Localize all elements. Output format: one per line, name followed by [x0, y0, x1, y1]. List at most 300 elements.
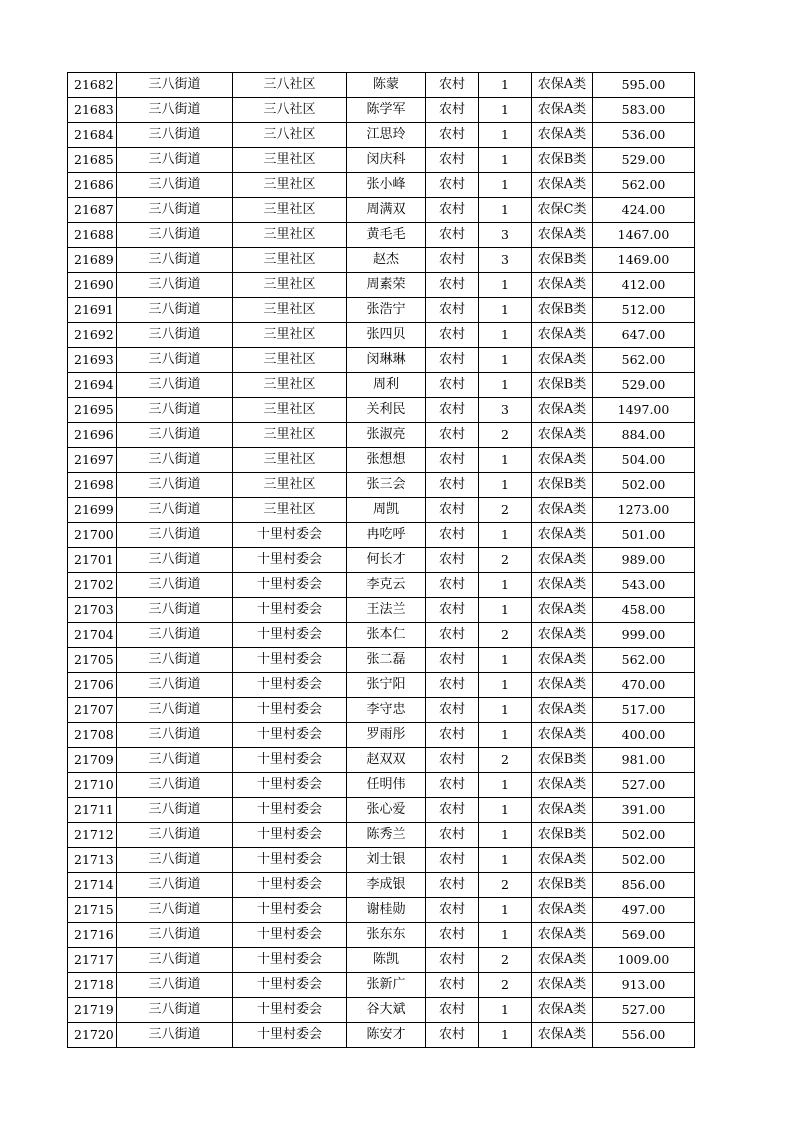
street-cell: 三八街道	[117, 498, 233, 523]
street-cell: 三八街道	[117, 298, 233, 323]
record-id-cell: 21708	[68, 723, 117, 748]
amount-cell: 981.00	[593, 748, 695, 773]
insurance-category-cell: 农保A类	[532, 998, 593, 1023]
person-count-cell: 1	[479, 773, 532, 798]
amount-cell: 501.00	[593, 523, 695, 548]
household-type-cell: 农村	[426, 748, 479, 773]
record-id-cell: 21714	[68, 873, 117, 898]
community-cell: 十里村委会	[233, 998, 347, 1023]
insurance-category-cell: 农保A类	[532, 1023, 593, 1048]
person-name-cell: 陈蒙	[347, 73, 426, 98]
person-count-cell: 1	[479, 673, 532, 698]
data-table	[67, 72, 695, 1048]
household-type-cell: 农村	[426, 998, 479, 1023]
insurance-category-cell: 农保A类	[532, 323, 593, 348]
amount-cell: 1009.00	[593, 948, 695, 973]
person-count-cell: 2	[479, 548, 532, 573]
person-name-cell: 陈安才	[347, 1023, 426, 1048]
insurance-category-cell: 农保B类	[532, 373, 593, 398]
table-row	[68, 973, 695, 998]
community-cell: 三里社区	[233, 423, 347, 448]
amount-cell: 856.00	[593, 873, 695, 898]
street-cell: 三八街道	[117, 123, 233, 148]
person-name-cell: 李克云	[347, 573, 426, 598]
street-cell: 三八街道	[117, 273, 233, 298]
amount-cell: 562.00	[593, 648, 695, 673]
amount-cell: 424.00	[593, 198, 695, 223]
person-name-cell: 江思玲	[347, 123, 426, 148]
table-row	[68, 73, 695, 98]
table-row	[68, 548, 695, 573]
amount-cell: 497.00	[593, 898, 695, 923]
person-name-cell: 陈凯	[347, 948, 426, 973]
person-count-cell: 2	[479, 873, 532, 898]
record-id-cell: 21707	[68, 698, 117, 723]
table-row	[68, 898, 695, 923]
insurance-category-cell: 农保B类	[532, 748, 593, 773]
community-cell: 三里社区	[233, 398, 347, 423]
record-id-cell: 21717	[68, 948, 117, 973]
street-cell: 三八街道	[117, 323, 233, 348]
street-cell: 三八街道	[117, 848, 233, 873]
person-count-cell: 1	[479, 298, 532, 323]
record-id-cell: 21699	[68, 498, 117, 523]
person-count-cell: 1	[479, 648, 532, 673]
amount-cell: 529.00	[593, 148, 695, 173]
amount-cell: 400.00	[593, 723, 695, 748]
household-type-cell: 农村	[426, 973, 479, 998]
insurance-category-cell: 农保A类	[532, 723, 593, 748]
record-id-cell: 21690	[68, 273, 117, 298]
community-cell: 三里社区	[233, 498, 347, 523]
record-id-cell: 21716	[68, 923, 117, 948]
insurance-category-cell: 农保A类	[532, 773, 593, 798]
table-row	[68, 673, 695, 698]
table-row	[68, 248, 695, 273]
person-name-cell: 张浩宁	[347, 298, 426, 323]
amount-cell: 412.00	[593, 273, 695, 298]
record-id-cell: 21709	[68, 748, 117, 773]
household-type-cell: 农村	[426, 98, 479, 123]
person-name-cell: 赵双双	[347, 748, 426, 773]
street-cell: 三八街道	[117, 198, 233, 223]
amount-cell: 527.00	[593, 773, 695, 798]
insurance-category-cell: 农保A类	[532, 973, 593, 998]
record-id-cell: 21704	[68, 623, 117, 648]
person-name-cell: 罗雨彤	[347, 723, 426, 748]
person-name-cell: 赵杰	[347, 248, 426, 273]
insurance-category-cell: 农保A类	[532, 448, 593, 473]
household-type-cell: 农村	[426, 823, 479, 848]
person-name-cell: 何长才	[347, 548, 426, 573]
street-cell: 三八街道	[117, 73, 233, 98]
record-id-cell: 21697	[68, 448, 117, 473]
street-cell: 三八街道	[117, 223, 233, 248]
community-cell: 三里社区	[233, 323, 347, 348]
household-type-cell: 农村	[426, 473, 479, 498]
insurance-category-cell: 农保A类	[532, 798, 593, 823]
household-type-cell: 农村	[426, 298, 479, 323]
street-cell: 三八街道	[117, 648, 233, 673]
person-count-cell: 1	[479, 448, 532, 473]
street-cell: 三八街道	[117, 748, 233, 773]
amount-cell: 527.00	[593, 998, 695, 1023]
person-name-cell: 关利民	[347, 398, 426, 423]
record-id-cell: 21720	[68, 1023, 117, 1048]
insurance-category-cell: 农保A类	[532, 698, 593, 723]
amount-cell: 504.00	[593, 448, 695, 473]
insurance-category-cell: 农保A类	[532, 348, 593, 373]
record-id-cell: 21695	[68, 398, 117, 423]
insurance-category-cell: 农保A类	[532, 848, 593, 873]
person-count-cell: 1	[479, 348, 532, 373]
community-cell: 十里村委会	[233, 773, 347, 798]
street-cell: 三八街道	[117, 823, 233, 848]
person-count-cell: 3	[479, 398, 532, 423]
record-id-cell: 21701	[68, 548, 117, 573]
record-id-cell: 21696	[68, 423, 117, 448]
record-id-cell: 21685	[68, 148, 117, 173]
record-id-cell: 21682	[68, 73, 117, 98]
household-type-cell: 农村	[426, 523, 479, 548]
record-id-cell: 21703	[68, 598, 117, 623]
street-cell: 三八街道	[117, 373, 233, 398]
table-row	[68, 498, 695, 523]
community-cell: 十里村委会	[233, 623, 347, 648]
community-cell: 十里村委会	[233, 823, 347, 848]
community-cell: 三里社区	[233, 148, 347, 173]
amount-cell: 543.00	[593, 573, 695, 598]
person-count-cell: 1	[479, 798, 532, 823]
insurance-category-cell: 农保A类	[532, 123, 593, 148]
insurance-category-cell: 农保A类	[532, 98, 593, 123]
person-count-cell: 3	[479, 248, 532, 273]
street-cell: 三八街道	[117, 798, 233, 823]
household-type-cell: 农村	[426, 273, 479, 298]
insurance-category-cell: 农保B类	[532, 823, 593, 848]
record-id-cell: 21689	[68, 248, 117, 273]
record-id-cell: 21683	[68, 98, 117, 123]
table-row	[68, 698, 695, 723]
community-cell: 十里村委会	[233, 798, 347, 823]
amount-cell: 1273.00	[593, 498, 695, 523]
street-cell: 三八街道	[117, 1023, 233, 1048]
table-row	[68, 848, 695, 873]
table-row	[68, 723, 695, 748]
person-count-cell: 1	[479, 823, 532, 848]
person-name-cell: 张本仁	[347, 623, 426, 648]
household-type-cell: 农村	[426, 73, 479, 98]
person-name-cell: 张三会	[347, 473, 426, 498]
amount-cell: 913.00	[593, 973, 695, 998]
table-row	[68, 773, 695, 798]
record-id-cell: 21691	[68, 298, 117, 323]
person-count-cell: 1	[479, 148, 532, 173]
insurance-category-cell: 农保B类	[532, 148, 593, 173]
record-id-cell: 21688	[68, 223, 117, 248]
community-cell: 三八社区	[233, 123, 347, 148]
street-cell: 三八街道	[117, 623, 233, 648]
insurance-category-cell: 农保A类	[532, 948, 593, 973]
insurance-category-cell: 农保A类	[532, 598, 593, 623]
record-id-cell: 21718	[68, 973, 117, 998]
household-type-cell: 农村	[426, 648, 479, 673]
community-cell: 三里社区	[233, 248, 347, 273]
person-count-cell: 1	[479, 1023, 532, 1048]
household-type-cell: 农村	[426, 398, 479, 423]
community-cell: 十里村委会	[233, 1023, 347, 1048]
community-cell: 三里社区	[233, 373, 347, 398]
amount-cell: 536.00	[593, 123, 695, 148]
person-count-cell: 1	[479, 373, 532, 398]
insurance-category-cell: 农保A类	[532, 498, 593, 523]
person-name-cell: 闵琳琳	[347, 348, 426, 373]
table-row	[68, 873, 695, 898]
household-type-cell: 农村	[426, 848, 479, 873]
community-cell: 三里社区	[233, 348, 347, 373]
household-type-cell: 农村	[426, 723, 479, 748]
street-cell: 三八街道	[117, 973, 233, 998]
table-row	[68, 98, 695, 123]
table-row	[68, 648, 695, 673]
person-count-cell: 1	[479, 98, 532, 123]
community-cell: 十里村委会	[233, 898, 347, 923]
person-name-cell: 陈学军	[347, 98, 426, 123]
community-cell: 十里村委会	[233, 748, 347, 773]
amount-cell: 502.00	[593, 473, 695, 498]
person-count-cell: 1	[479, 73, 532, 98]
record-id-cell: 21702	[68, 573, 117, 598]
community-cell: 十里村委会	[233, 648, 347, 673]
amount-cell: 556.00	[593, 1023, 695, 1048]
person-name-cell: 陈秀兰	[347, 823, 426, 848]
street-cell: 三八街道	[117, 473, 233, 498]
table-row	[68, 173, 695, 198]
table-row	[68, 798, 695, 823]
record-id-cell: 21710	[68, 773, 117, 798]
table-row	[68, 123, 695, 148]
table-row	[68, 198, 695, 223]
amount-cell: 595.00	[593, 73, 695, 98]
insurance-category-cell: 农保A类	[532, 573, 593, 598]
household-type-cell: 农村	[426, 448, 479, 473]
table-row	[68, 373, 695, 398]
insurance-category-cell: 农保A类	[532, 673, 593, 698]
person-count-cell: 1	[479, 698, 532, 723]
street-cell: 三八街道	[117, 998, 233, 1023]
street-cell: 三八街道	[117, 573, 233, 598]
household-type-cell: 农村	[426, 673, 479, 698]
person-count-cell: 1	[479, 573, 532, 598]
person-name-cell: 张四贝	[347, 323, 426, 348]
table-row	[68, 398, 695, 423]
street-cell: 三八街道	[117, 948, 233, 973]
table-row	[68, 423, 695, 448]
community-cell: 三里社区	[233, 448, 347, 473]
community-cell: 三里社区	[233, 298, 347, 323]
amount-cell: 562.00	[593, 173, 695, 198]
community-cell: 十里村委会	[233, 673, 347, 698]
household-type-cell: 农村	[426, 923, 479, 948]
person-count-cell: 1	[479, 473, 532, 498]
household-type-cell: 农村	[426, 148, 479, 173]
community-cell: 十里村委会	[233, 973, 347, 998]
amount-cell: 502.00	[593, 848, 695, 873]
amount-cell: 647.00	[593, 323, 695, 348]
household-type-cell: 农村	[426, 698, 479, 723]
community-cell: 十里村委会	[233, 573, 347, 598]
street-cell: 三八街道	[117, 98, 233, 123]
person-name-cell: 周利	[347, 373, 426, 398]
insurance-category-cell: 农保B类	[532, 248, 593, 273]
person-name-cell: 闵庆科	[347, 148, 426, 173]
amount-cell: 1469.00	[593, 248, 695, 273]
community-cell: 十里村委会	[233, 848, 347, 873]
community-cell: 十里村委会	[233, 523, 347, 548]
person-count-cell: 1	[479, 123, 532, 148]
person-count-cell: 1	[479, 323, 532, 348]
street-cell: 三八街道	[117, 873, 233, 898]
amount-cell: 470.00	[593, 673, 695, 698]
person-count-cell: 1	[479, 898, 532, 923]
person-count-cell: 2	[479, 948, 532, 973]
table-row	[68, 998, 695, 1023]
street-cell: 三八街道	[117, 723, 233, 748]
record-id-cell: 21713	[68, 848, 117, 873]
table-row	[68, 948, 695, 973]
insurance-category-cell: 农保A类	[532, 648, 593, 673]
record-id-cell: 21686	[68, 173, 117, 198]
street-cell: 三八街道	[117, 398, 233, 423]
table-row	[68, 823, 695, 848]
table-row	[68, 1023, 695, 1048]
person-name-cell: 谷大斌	[347, 998, 426, 1023]
person-name-cell: 张东东	[347, 923, 426, 948]
person-name-cell: 王法兰	[347, 598, 426, 623]
person-count-cell: 1	[479, 173, 532, 198]
household-type-cell: 农村	[426, 798, 479, 823]
street-cell: 三八街道	[117, 523, 233, 548]
amount-cell: 391.00	[593, 798, 695, 823]
street-cell: 三八街道	[117, 773, 233, 798]
street-cell: 三八街道	[117, 348, 233, 373]
person-name-cell: 黄毛毛	[347, 223, 426, 248]
household-type-cell: 农村	[426, 123, 479, 148]
table-row	[68, 623, 695, 648]
table-row	[68, 223, 695, 248]
record-id-cell: 21705	[68, 648, 117, 673]
person-count-cell: 2	[479, 748, 532, 773]
record-id-cell: 21706	[68, 673, 117, 698]
person-name-cell: 冉吃呼	[347, 523, 426, 548]
table-body	[68, 73, 695, 1048]
person-count-cell: 2	[479, 498, 532, 523]
insurance-category-cell: 农保B类	[532, 873, 593, 898]
insurance-category-cell: 农保A类	[532, 398, 593, 423]
person-count-cell: 1	[479, 723, 532, 748]
community-cell: 十里村委会	[233, 723, 347, 748]
table-row	[68, 273, 695, 298]
household-type-cell: 农村	[426, 323, 479, 348]
community-cell: 十里村委会	[233, 923, 347, 948]
person-count-cell: 1	[479, 198, 532, 223]
insurance-category-cell: 农保A类	[532, 923, 593, 948]
person-count-cell: 1	[479, 598, 532, 623]
amount-cell: 502.00	[593, 823, 695, 848]
person-name-cell: 周素荣	[347, 273, 426, 298]
record-id-cell: 21698	[68, 473, 117, 498]
person-name-cell: 任明伟	[347, 773, 426, 798]
insurance-category-cell: 农保B类	[532, 473, 593, 498]
household-type-cell: 农村	[426, 498, 479, 523]
amount-cell: 999.00	[593, 623, 695, 648]
community-cell: 三里社区	[233, 223, 347, 248]
table-row	[68, 448, 695, 473]
record-id-cell: 21712	[68, 823, 117, 848]
community-cell: 十里村委会	[233, 598, 347, 623]
street-cell: 三八街道	[117, 898, 233, 923]
household-type-cell: 农村	[426, 573, 479, 598]
household-type-cell: 农村	[426, 948, 479, 973]
household-type-cell: 农村	[426, 598, 479, 623]
insurance-category-cell: 农保A类	[532, 423, 593, 448]
table-row	[68, 573, 695, 598]
insurance-category-cell: 农保A类	[532, 523, 593, 548]
community-cell: 三里社区	[233, 473, 347, 498]
person-count-cell: 2	[479, 973, 532, 998]
community-cell: 三八社区	[233, 73, 347, 98]
street-cell: 三八街道	[117, 173, 233, 198]
household-type-cell: 农村	[426, 348, 479, 373]
table-row	[68, 748, 695, 773]
community-cell: 十里村委会	[233, 948, 347, 973]
amount-cell: 1467.00	[593, 223, 695, 248]
community-cell: 三里社区	[233, 173, 347, 198]
person-name-cell: 李守忠	[347, 698, 426, 723]
amount-cell: 529.00	[593, 373, 695, 398]
table-row	[68, 598, 695, 623]
person-name-cell: 周满双	[347, 198, 426, 223]
record-id-cell: 21700	[68, 523, 117, 548]
person-count-cell: 2	[479, 623, 532, 648]
household-type-cell: 农村	[426, 623, 479, 648]
insurance-category-cell: 农保C类	[532, 198, 593, 223]
record-id-cell: 21711	[68, 798, 117, 823]
person-count-cell: 1	[479, 523, 532, 548]
household-type-cell: 农村	[426, 898, 479, 923]
record-id-cell: 21687	[68, 198, 117, 223]
table-row	[68, 298, 695, 323]
insurance-category-cell: 农保A类	[532, 273, 593, 298]
amount-cell: 512.00	[593, 298, 695, 323]
record-id-cell: 21694	[68, 373, 117, 398]
street-cell: 三八街道	[117, 448, 233, 473]
community-cell: 三八社区	[233, 98, 347, 123]
record-id-cell: 21719	[68, 998, 117, 1023]
person-name-cell: 张二磊	[347, 648, 426, 673]
amount-cell: 1497.00	[593, 398, 695, 423]
insurance-category-cell: 农保A类	[532, 173, 593, 198]
person-name-cell: 张小峰	[347, 173, 426, 198]
person-count-cell: 1	[479, 923, 532, 948]
community-cell: 十里村委会	[233, 698, 347, 723]
table-row	[68, 148, 695, 173]
street-cell: 三八街道	[117, 248, 233, 273]
household-type-cell: 农村	[426, 873, 479, 898]
household-type-cell: 农村	[426, 248, 479, 273]
table-row	[68, 523, 695, 548]
insurance-category-cell: 农保B类	[532, 298, 593, 323]
